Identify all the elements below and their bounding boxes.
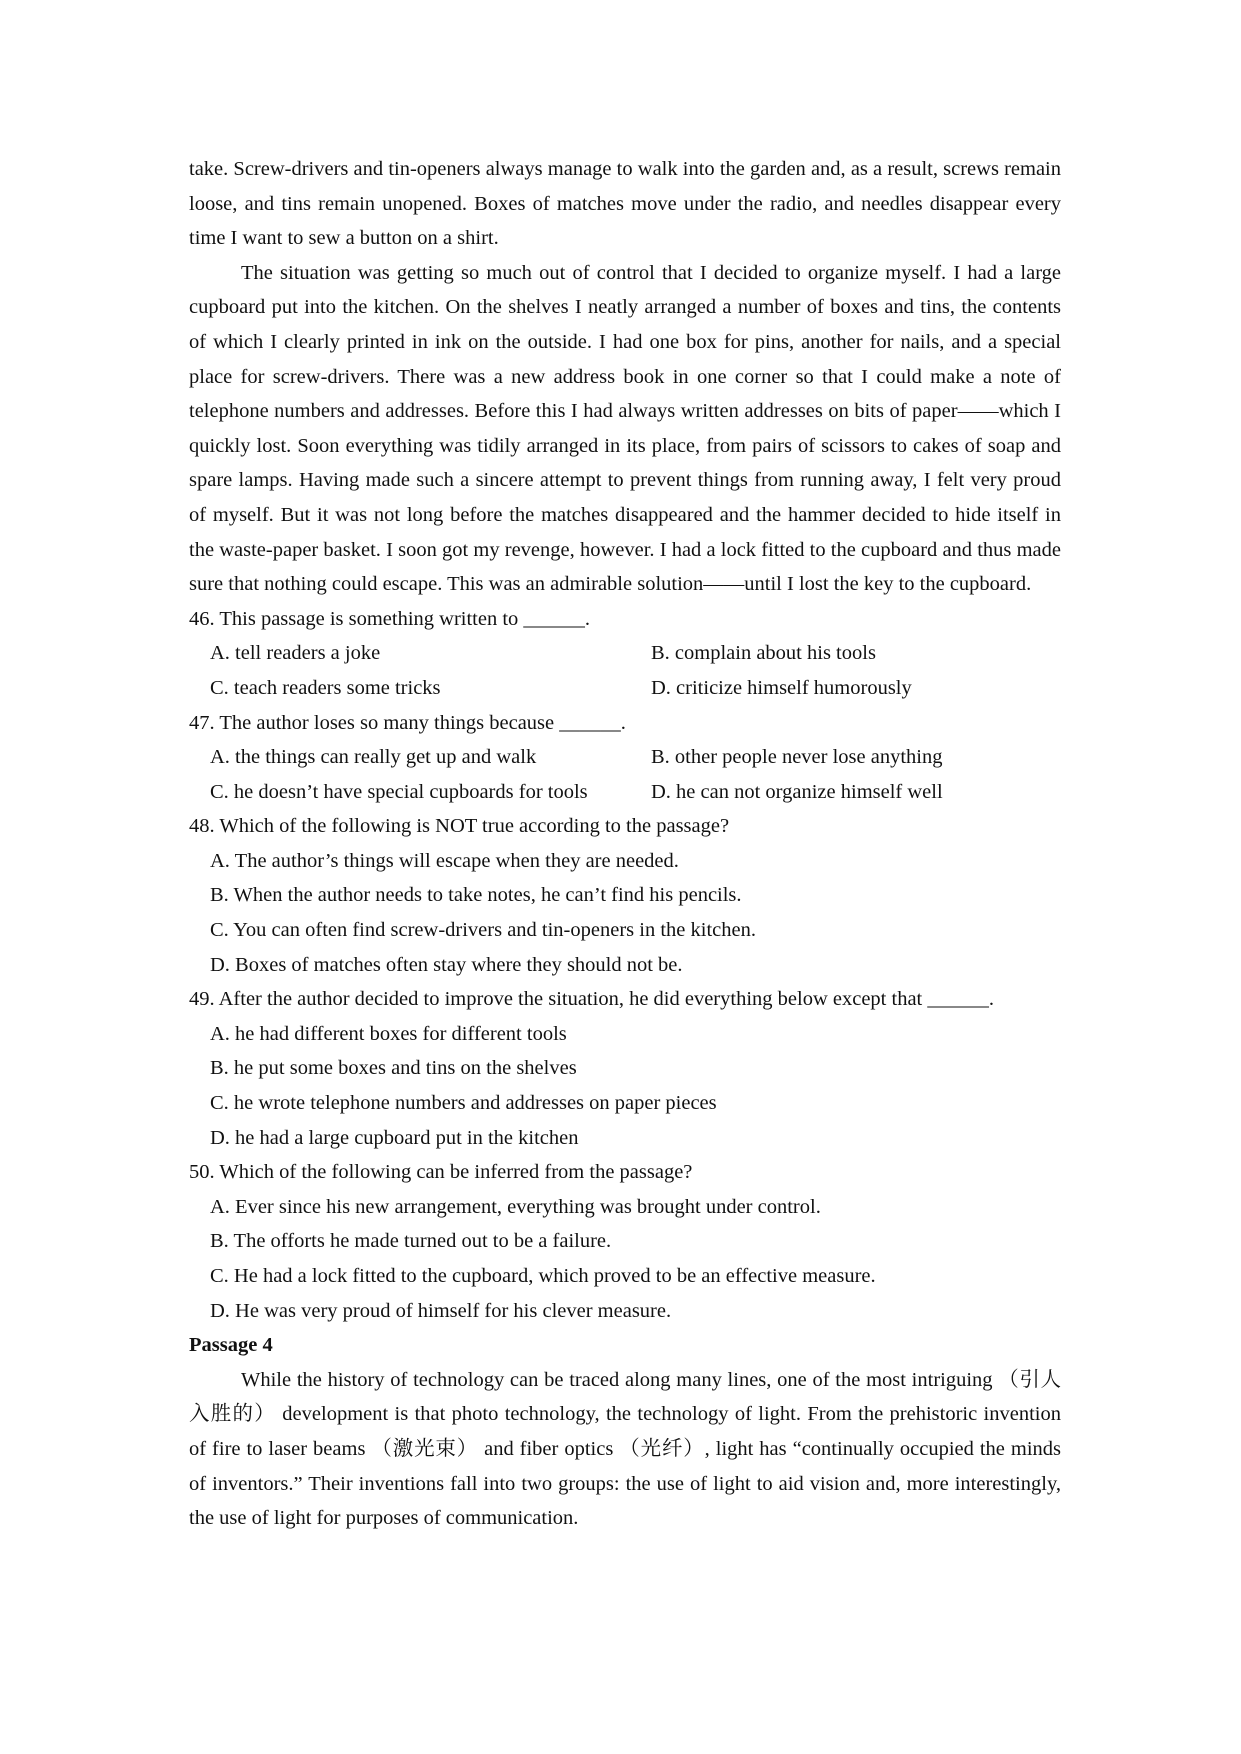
option-d: D. criticize himself humorously (651, 676, 912, 699)
option-c: C. He had a lock fitted to the cupboard, which proved to be an effective measure. (210, 1265, 876, 1287)
option-row (189, 775, 1061, 810)
option-b: B. other people never lose anything (651, 746, 943, 769)
question-stem: 49. After the author decided to improve the situation, he did everything below except that ______. (189, 988, 994, 1011)
option-d: D. he had a large cupboard put in the kitchen (210, 1126, 579, 1149)
option-c: C. he doesn’t have special cupboards for tools (210, 780, 588, 803)
question-46 (189, 602, 1061, 706)
document-page (189, 152, 1061, 1536)
option-c: C. teach readers some tricks (210, 676, 441, 699)
option-b: B. he put some boxes and tins on the shelves (210, 1057, 577, 1080)
question-stem: 48. Which of the following is NOT true according to the passage? (189, 815, 730, 838)
option-b: B. The offorts he made turned out to be a failure. (210, 1230, 612, 1253)
option-c: C. he wrote telephone numbers and addresses on paper pieces (210, 1092, 717, 1115)
question-stem: 50. Which of the following can be inferred from the passage? (189, 1161, 693, 1184)
option-a: A. The author’s things will escape when they are needed. (210, 849, 679, 872)
option-d: D. he can not organize himself well (651, 780, 943, 803)
passage3-paragraph-2: The situation was getting so much out of control that I decided to organize myself. I had a large cupboard put into the kitchen. On the shelves I neatly arranged a number of boxes and tins, the contents of which I clearly printed in ink on the outside. I had one box for pins, another for nails, and a special place for screw-drivers. There was a new address book in one corner so that I could make a note of telephone numbers and addresses. Before this I had always written addresses on bits of paper——which I quickly lost. Soon everything was tidily arranged in its place, from pairs of scissors to cakes of soap and spare lamps. Having made such a sincere attempt to prevent things from running away, I felt very proud of myself. But it was not long before the matches disappeared and the hammer decided to hide itself in the waste-paper basket. I soon got my revenge, however. I had a lock fitted to the cupboard and thus made sure that nothing could escape. This was an admirable solution——until I lost the key to the cupboard. (189, 261, 1061, 596)
passage3-paragraph-1: take. Screw-drivers and tin-openers always manage to walk into the garden and, as a result, screws remain loose, and tins remain unopened. Boxes of matches move under the radio, and needles disappear every time I want to sew a button on a shirt. (189, 158, 1061, 250)
passage4-paragraph-1: While the history of technology can be traced along many lines, one of the most intriguing （引人入胜的） development is that photo technology, the technology of light. From the prehistoric invention of fire to laser beams （激光束） and fiber optics （光纤）, light has “continually occupied the minds of inventors.” Their inventions fall into two groups: the use of light to aid vision and, more interestingly, the use of light for purposes of communication. (189, 1368, 1061, 1530)
option-c: C. You can often find screw-drivers and tin-openers in the kitchen. (210, 919, 756, 942)
question-48 (189, 809, 1061, 982)
option-a: A. he had different boxes for different tools (210, 1022, 567, 1045)
question-50 (189, 1155, 1061, 1328)
question-49 (189, 982, 1061, 1155)
option-b: B. complain about his tools (651, 642, 876, 665)
option-b: B. When the author needs to take notes, he can’t find his pencils. (210, 884, 742, 907)
option-d: D. Boxes of matches often stay where they should not be. (210, 953, 683, 976)
option-row (189, 671, 1061, 706)
option-d: D. He was very proud of himself for his clever measure. (210, 1299, 672, 1322)
option-a: A. the things can really get up and walk (210, 746, 537, 769)
question-stem: 47. The author loses so many things because ______. (189, 711, 626, 734)
passage4-heading: Passage 4 (189, 1334, 273, 1357)
question-stem: 46. This passage is something written to ______. (189, 607, 591, 630)
option-row (189, 636, 1061, 671)
option-a: A. tell readers a joke (210, 642, 381, 665)
question-47 (189, 706, 1061, 810)
option-a: A. Ever since his new arrangement, everything was brought under control. (210, 1195, 821, 1218)
option-row (189, 740, 1061, 775)
